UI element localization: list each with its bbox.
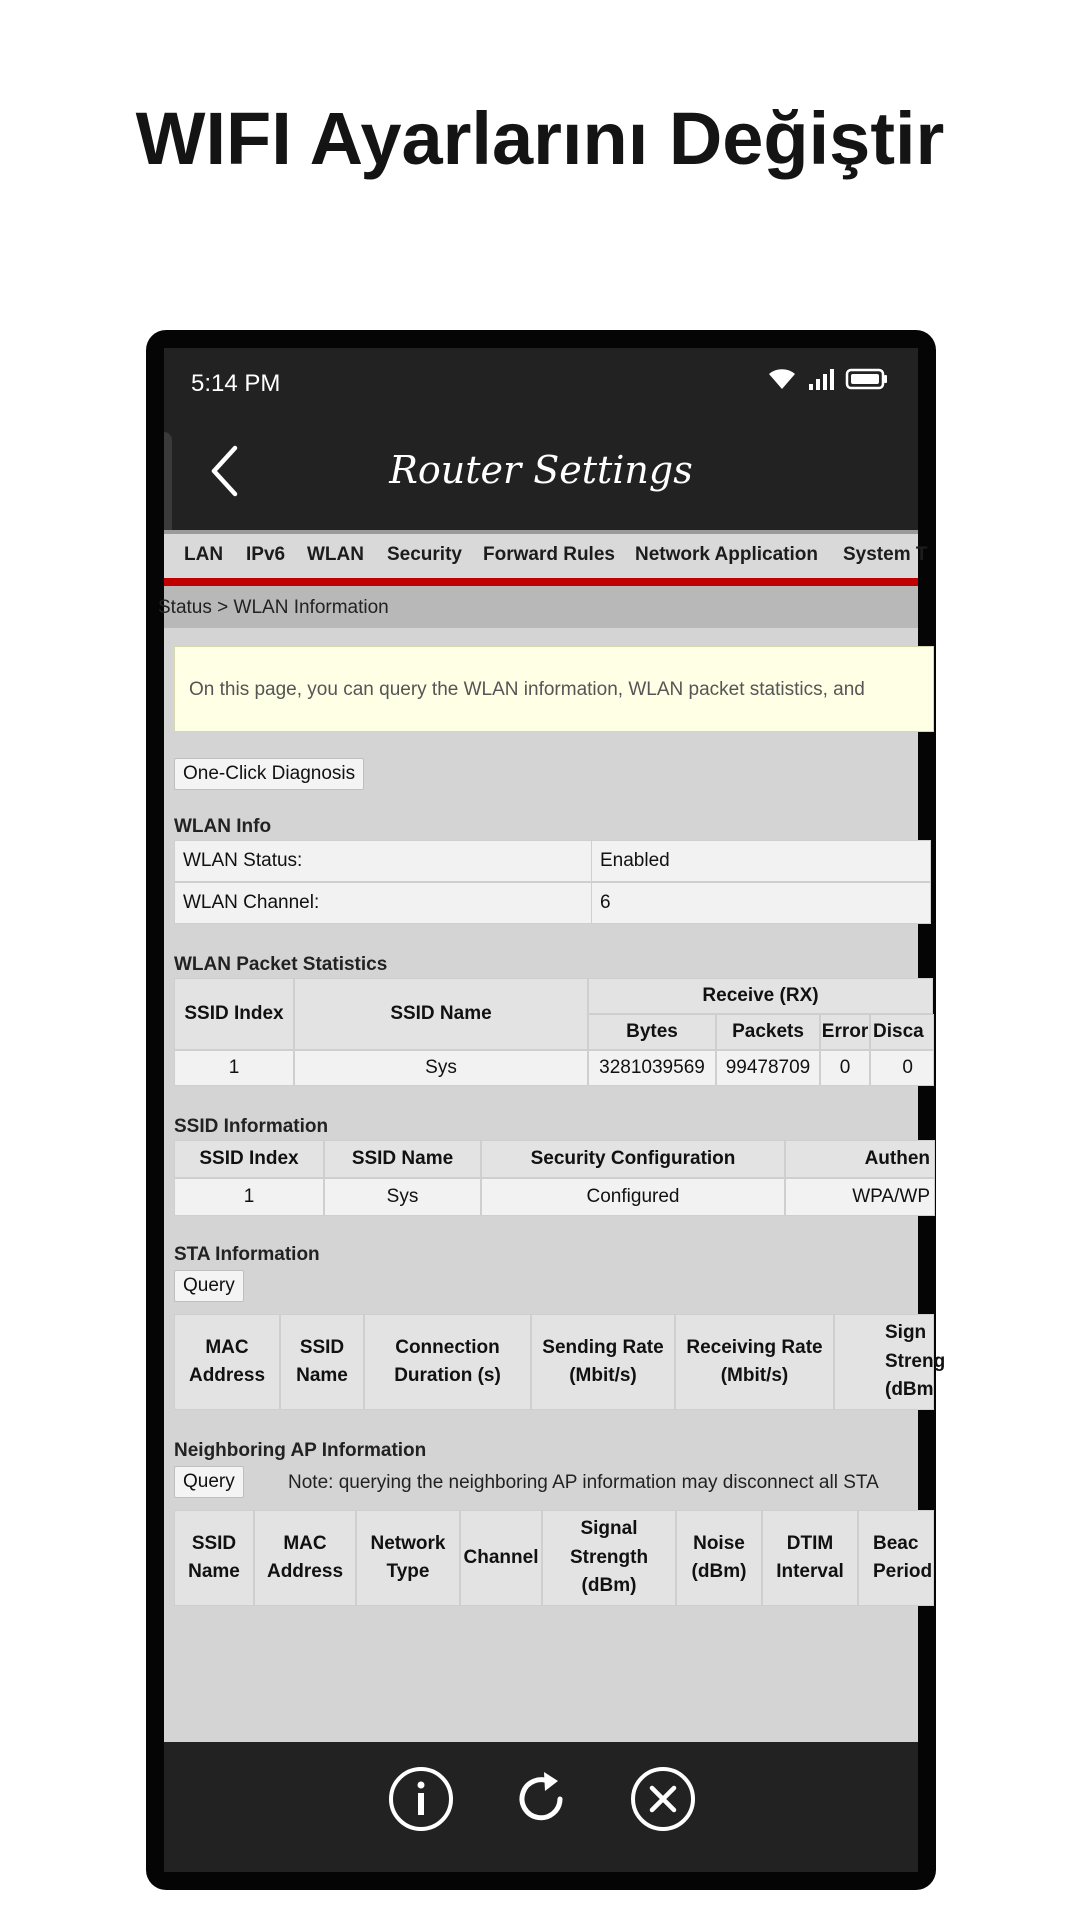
packet-header-ssid-index: SSID Index <box>174 978 294 1050</box>
ssid-info-title: SSID Information <box>174 1116 329 1137</box>
sta-header-ssid-name: SSID Name <box>280 1314 364 1410</box>
neighbor-note: Note: querying the neighboring AP information may disconnect all STA <box>288 1472 879 1493</box>
wlan-status-value: Enabled <box>591 840 931 882</box>
packet-stats-title: WLAN Packet Statistics <box>174 954 388 975</box>
headline: WIFI Ayarlarını Değiştir <box>135 97 945 180</box>
nav-item-lan[interactable]: LAN <box>184 544 224 565</box>
drawer-handle[interactable] <box>164 432 172 530</box>
packet-header-packets: Packets <box>716 1014 820 1050</box>
sta-info-title: STA Information <box>174 1244 320 1265</box>
router-webview[interactable] <box>158 530 946 1742</box>
ap-header-noise: Noise (dBm) <box>676 1510 762 1606</box>
sta-header-duration: Connection Duration (s) <box>364 1314 531 1410</box>
phone-frame <box>146 330 946 1890</box>
app-title: Router Settings <box>389 448 693 492</box>
close-icon[interactable] <box>630 1766 696 1832</box>
ssid-row-index: 1 <box>174 1178 324 1216</box>
packet-header-discard: Disca <box>870 1014 934 1050</box>
status-icons <box>768 368 888 390</box>
status-bar <box>164 348 918 418</box>
sta-header-signal: Sign Streng (dBm <box>834 1314 934 1410</box>
ssid-row-auth: WPA/WP <box>785 1178 935 1216</box>
nav-item-forward-rules[interactable]: Forward Rules <box>483 544 615 565</box>
sta-header-sending-rate: Sending Rate (Mbit/s) <box>531 1314 675 1410</box>
ap-header-channel: Channel <box>460 1510 542 1606</box>
phone-screen <box>158 348 946 1872</box>
packet-header-bytes: Bytes <box>588 1014 716 1050</box>
breadcrumb: Status > WLAN Information <box>158 597 389 618</box>
neighbor-ap-title: Neighboring AP Information <box>174 1440 427 1461</box>
ap-header-network-type: Network Type <box>356 1510 460 1606</box>
router-nav-bar <box>164 530 928 578</box>
ap-header-dtim: DTIM Interval <box>762 1510 858 1606</box>
nav-accent-line <box>164 578 918 586</box>
packet-row-packets: 99478709 <box>716 1050 820 1086</box>
ssid-row-security: Configured <box>481 1178 785 1216</box>
sta-query-button[interactable]: Query <box>174 1270 244 1302</box>
ap-header-signal: Signal Strength (dBm) <box>542 1510 676 1606</box>
nav-item-wlan[interactable]: WLAN <box>307 544 364 565</box>
sta-header-receiving-rate: Receiving Rate (Mbit/s) <box>675 1314 834 1410</box>
ap-header-ssid-name: SSID Name <box>174 1510 254 1606</box>
nav-item-network-application[interactable]: Network Application <box>635 544 818 565</box>
packet-header-error: Error <box>820 1014 870 1050</box>
nav-item-ipv6[interactable]: IPv6 <box>246 544 286 565</box>
app-bar <box>164 418 918 530</box>
wlan-status-label: WLAN Status: <box>174 840 592 882</box>
wlan-info-title: WLAN Info <box>174 816 272 837</box>
sta-header-mac: MAC Address <box>174 1314 280 1410</box>
packet-row-name: Sys <box>294 1050 588 1086</box>
breadcrumb-bar <box>158 586 918 628</box>
signal-icon <box>808 368 834 390</box>
ssid-header-index: SSID Index <box>174 1140 324 1178</box>
ssid-row-name: Sys <box>324 1178 481 1216</box>
info-icon[interactable] <box>388 1766 454 1832</box>
battery-icon <box>846 368 888 390</box>
wifi-icon <box>768 368 796 390</box>
packet-row-discard: 0 <box>870 1050 934 1086</box>
ssid-header-name: SSID Name <box>324 1140 481 1178</box>
packet-row-index: 1 <box>174 1050 294 1086</box>
packet-row-bytes: 3281039569 <box>588 1050 716 1086</box>
packet-header-ssid-name: SSID Name <box>294 978 588 1050</box>
ssid-header-security: Security Configuration <box>481 1140 785 1178</box>
packet-header-receive: Receive (RX) <box>588 978 933 1014</box>
ap-header-mac: MAC Address <box>254 1510 356 1606</box>
nav-item-security[interactable]: Security <box>387 544 462 565</box>
notice-text: On this page, you can query the WLAN information, WLAN packet statistics, and <box>189 679 865 700</box>
neighbor-query-button[interactable]: Query <box>174 1466 244 1498</box>
status-time: 5:14 PM <box>191 370 281 397</box>
ap-header-beacon: Beac Period <box>858 1510 934 1606</box>
ssid-header-auth: Authen <box>785 1140 935 1178</box>
nav-item-system[interactable]: System T <box>843 544 928 565</box>
one-click-diagnosis-button[interactable]: One-Click Diagnosis <box>174 758 364 790</box>
wlan-channel-label: WLAN Channel: <box>174 882 592 924</box>
packet-row-error: 0 <box>820 1050 870 1086</box>
bottom-toolbar <box>164 1742 918 1872</box>
wlan-channel-value: 6 <box>591 882 931 924</box>
info-notice <box>174 646 934 732</box>
refresh-icon[interactable] <box>508 1766 574 1832</box>
